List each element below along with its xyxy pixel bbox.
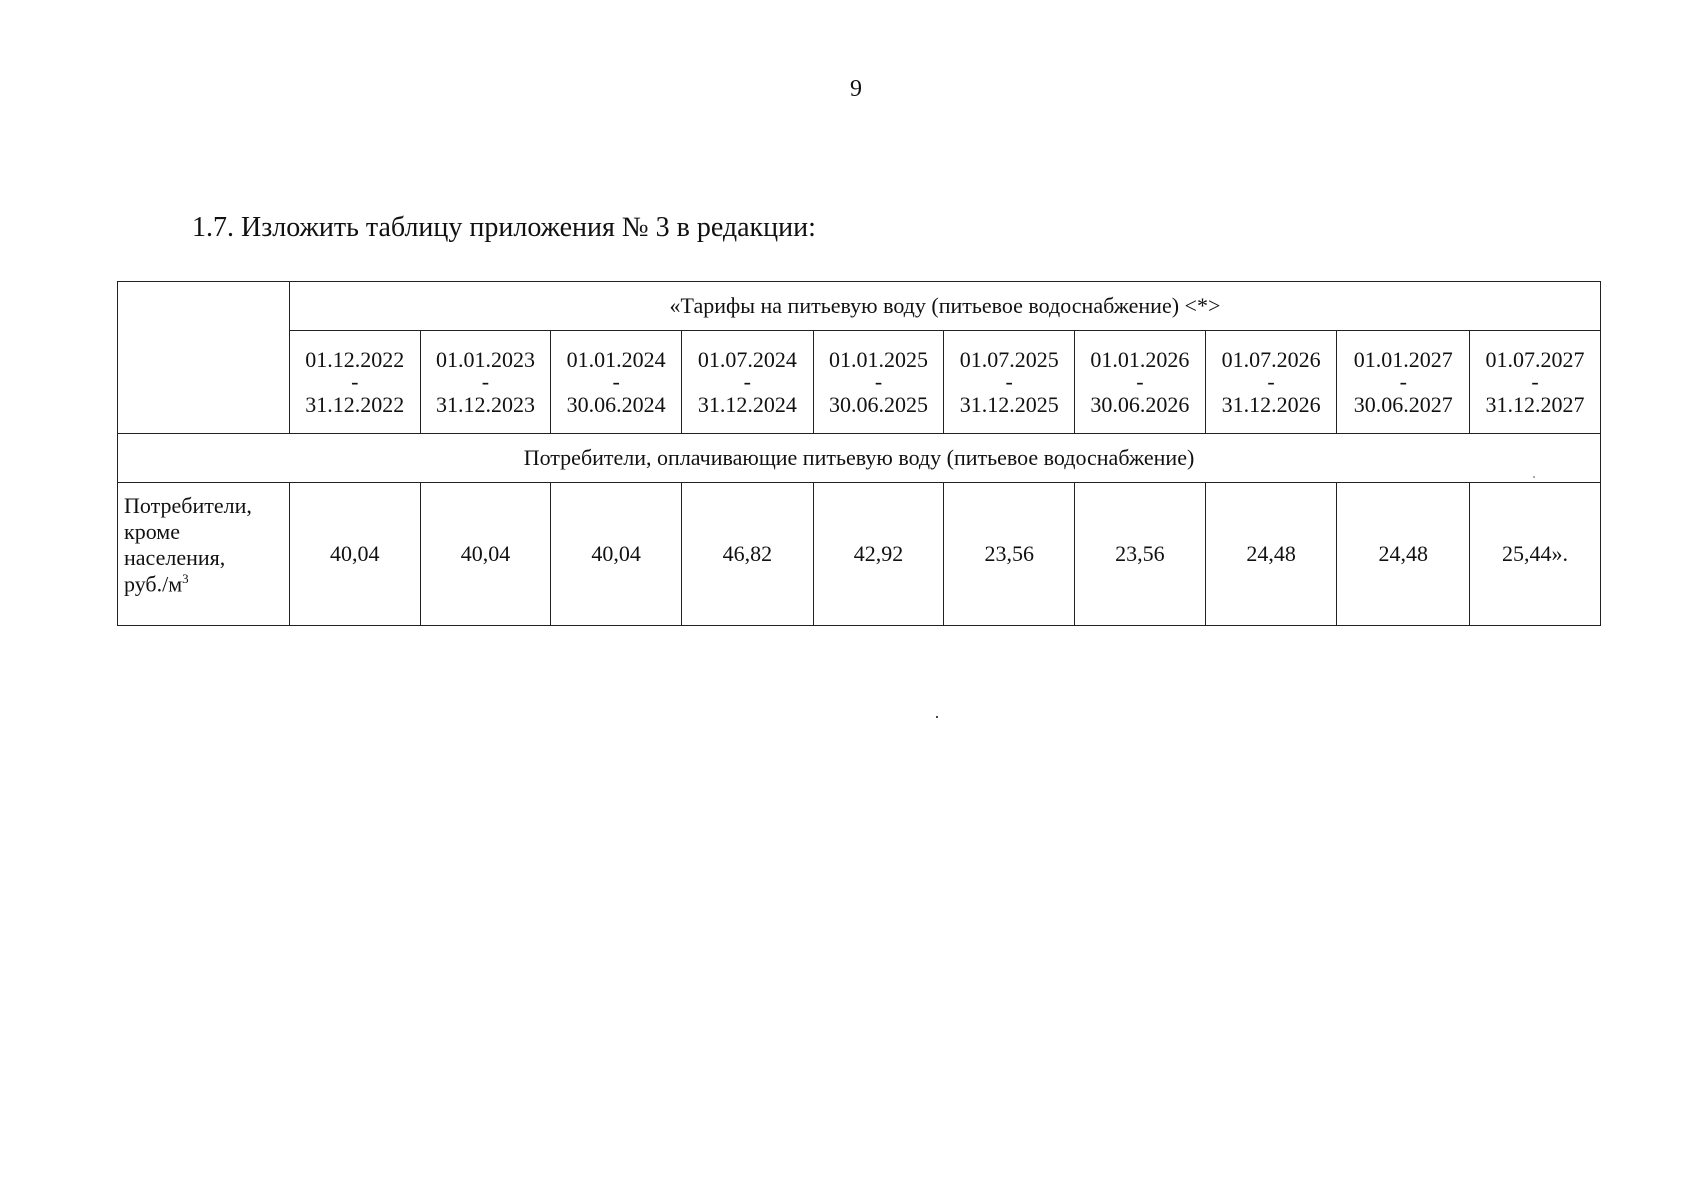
- row-label-unit-superscript: 3: [182, 570, 189, 586]
- period-start: 01.01.2026: [1090, 346, 1190, 372]
- period-separator: -: [874, 369, 883, 395]
- period-start: 01.07.2026: [1221, 346, 1321, 372]
- period-end: 30.06.2024: [566, 391, 666, 417]
- period-header-cell: [1075, 331, 1206, 434]
- period-separator: -: [351, 369, 359, 395]
- tariff-value-cell: 23,56: [944, 483, 1075, 626]
- period-header-cell: [1337, 331, 1470, 434]
- tariff-value-cell: 24,48: [1205, 483, 1337, 626]
- period-end: 31.12.2027: [1485, 391, 1585, 417]
- period-header-cell: [813, 331, 944, 434]
- scan-speck: [1533, 476, 1535, 478]
- tariff-table: [117, 281, 1601, 626]
- period-start: 01.12.2022: [305, 346, 405, 372]
- empty-corner-cell: [118, 282, 290, 434]
- period-header-cell: [1470, 331, 1601, 434]
- periods-row: [118, 331, 1601, 434]
- tariff-value-cell: 40,04: [289, 483, 420, 626]
- table-title: «Тарифы на питьевую воду (питьевое водоснабжение) <*>: [289, 282, 1600, 331]
- period-start: 01.01.2027: [1353, 346, 1453, 372]
- period-end: 31.12.2023: [435, 391, 535, 417]
- period-header-cell: [289, 331, 420, 434]
- period-separator: -: [481, 369, 490, 395]
- period-start: 01.07.2027: [1485, 346, 1585, 372]
- period-separator: -: [612, 369, 620, 395]
- period-separator: -: [1005, 369, 1013, 395]
- period-separator: -: [1267, 369, 1275, 395]
- page-number: 9: [850, 76, 862, 102]
- tariff-value-cell: 23,56: [1075, 483, 1206, 626]
- tariff-value-cell: 25,44».: [1470, 483, 1601, 626]
- row-label-unit: руб./м: [124, 571, 183, 597]
- row-label-line3: населения,: [124, 544, 226, 570]
- period-end: 30.06.2026: [1090, 391, 1190, 417]
- section-heading: 1.7. Изложить таблицу приложения № 3 в редакции:: [192, 212, 816, 243]
- group-header: Потребители, оплачивающие питьевую воду (питьевое водоснабжение): [118, 434, 1601, 483]
- scan-speck: [936, 716, 938, 718]
- period-separator: -: [1136, 369, 1144, 395]
- period-header-cell: [944, 331, 1075, 434]
- period-separator: -: [1399, 369, 1407, 395]
- period-header-cell: [551, 331, 682, 434]
- period-separator: -: [1531, 369, 1539, 395]
- tariff-value-cell: 40,04: [551, 483, 682, 626]
- values-row: [118, 483, 1601, 626]
- period-header-cell: [1205, 331, 1337, 434]
- period-end: 31.12.2025: [959, 391, 1059, 417]
- period-header-cell: [681, 331, 813, 434]
- row-label-cell: [118, 483, 290, 626]
- tariff-value-cell: 42,92: [813, 483, 944, 626]
- tariff-value-cell: 46,82: [681, 483, 813, 626]
- period-end: 30.06.2025: [829, 391, 928, 417]
- period-header-cell: [420, 331, 551, 434]
- row-label-line1: Потребители,: [124, 493, 252, 518]
- period-end: 31.12.2026: [1221, 391, 1321, 417]
- tariff-value-cell: 40,04: [420, 483, 551, 626]
- tariff-value-cell: 24,48: [1337, 483, 1470, 626]
- period-start: 01.01.2024: [566, 346, 666, 372]
- row-label-line2: кроме: [124, 518, 180, 544]
- period-start: 01.01.2023: [435, 346, 535, 372]
- period-start: 01.07.2024: [697, 346, 797, 372]
- period-start: 01.01.2025: [829, 346, 928, 372]
- period-end: 30.06.2027: [1353, 391, 1453, 417]
- period-start: 01.07.2025: [959, 346, 1059, 372]
- period-end: 31.12.2024: [697, 391, 797, 417]
- period-end: 31.12.2022: [305, 391, 405, 417]
- period-separator: -: [743, 369, 751, 395]
